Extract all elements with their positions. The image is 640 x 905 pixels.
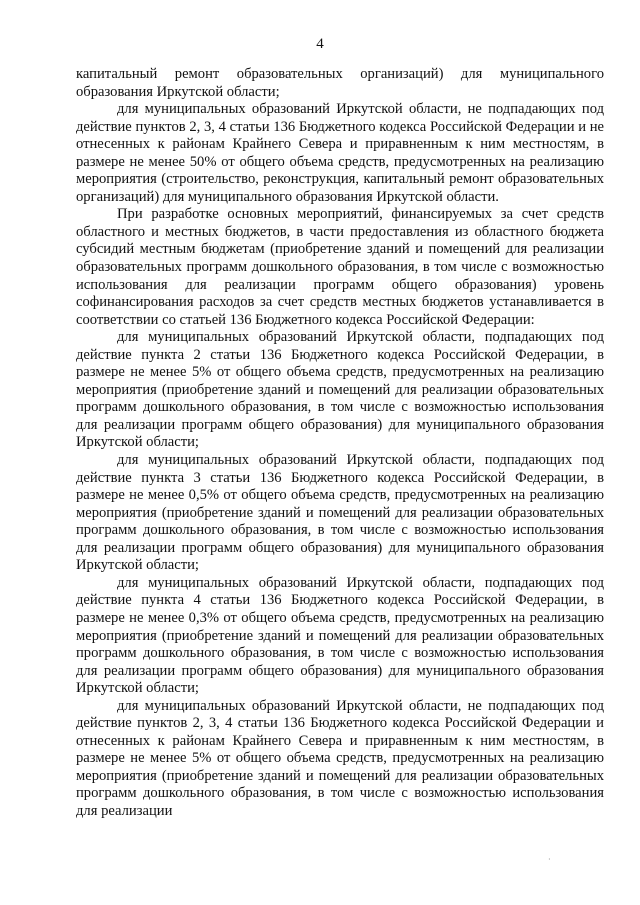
- paragraph: для муниципальных образований Иркутской области, подпадающих под действие пункта 3 статьи 136 Бюджетного кодекса Российской Федерации, в размере не менее 0,5% от общего объема средств, предусмотренных на реализацию мероприятия (приобретение зданий и помещений для реализации образовательных программ дошкольного образования, в том числе с возможностью использования для реализации программ общего образования) для муниципального образования Иркутской области;: [76, 452, 604, 574]
- page-number: 4: [316, 36, 324, 52]
- paragraph: для муниципальных образований Иркутской области, не подпадающих под действие пунктов 2, 3, 4 статьи 136 Бюджетного кодекса Российской Федерации и не отнесенных к районам Крайнего Севера и приравненным к ним местностям, в размере не менее 50% от общего объема средств, предусмотренных на реализацию мероприятия (строительство, реконструкция, капитальный ремонт образовательных организаций) для муниципального образования Иркутской области.: [76, 101, 604, 205]
- paragraph: для муниципальных образований Иркутской области, подпадающих под действие пункта 4 статьи 136 Бюджетного кодекса Российской Федерации, в размере не менее 0,3% от общего объема средств, предусмотренных на реализацию мероприятия (приобретение зданий и помещений для реализации образовательных программ дошкольного образования, в том числе с возможностью использования для реализации программ общего образования) для муниципального образования Иркутской области;: [76, 574, 604, 697]
- paragraph-continuation: капитальный ремонт образовательных организаций) для муниципального образования Иркутской области;: [76, 66, 604, 100]
- paragraph: для муниципальных образований Иркутской области, подпадающих под действие пункта 2 статьи 136 Бюджетного кодекса Российской Федерации, в размере не менее 5% от общего объема средств, предусмотренных на реализацию мероприятия (приобретение зданий и помещений для реализации образовательных программ дошкольного образования, в том числе с возможностью использования для реализации программ общего образования) для муниципального образования Иркутской области;: [76, 329, 604, 451]
- document-body: [76, 66, 604, 821]
- paragraph: для муниципальных образований Иркутской области, не подпадающих под действие пунктов 2, 3, 4 статьи 136 Бюджетного кодекса Российской Федерации и отнесенных к районам Крайнего Севера и приравненным к ним местностям, в размере не менее 5% от общего объема средств, предусмотренных на реализацию мероприятия (приобретение зданий и помещений для реализации образовательных программ дошкольного образования, в том числе с возможностью использования для реализации: [76, 697, 604, 819]
- paragraph: При разработке основных мероприятий, финансируемых за счет средств областного и местных бюджетов, в части предоставления из областного бюджета субсидий местным бюджетам (приобретение зданий и помещений для реализации образовательных программ дошкольного образования, в том числе с возможностью использования для реализации программ общего образования) уровень софинансирования расходов за счет средств местных бюджетов устанавливается в соответствии со статьей 136 Бюджетного кодекса Российской Федерации:: [76, 206, 604, 328]
- scan-specks: ·: [548, 855, 554, 864]
